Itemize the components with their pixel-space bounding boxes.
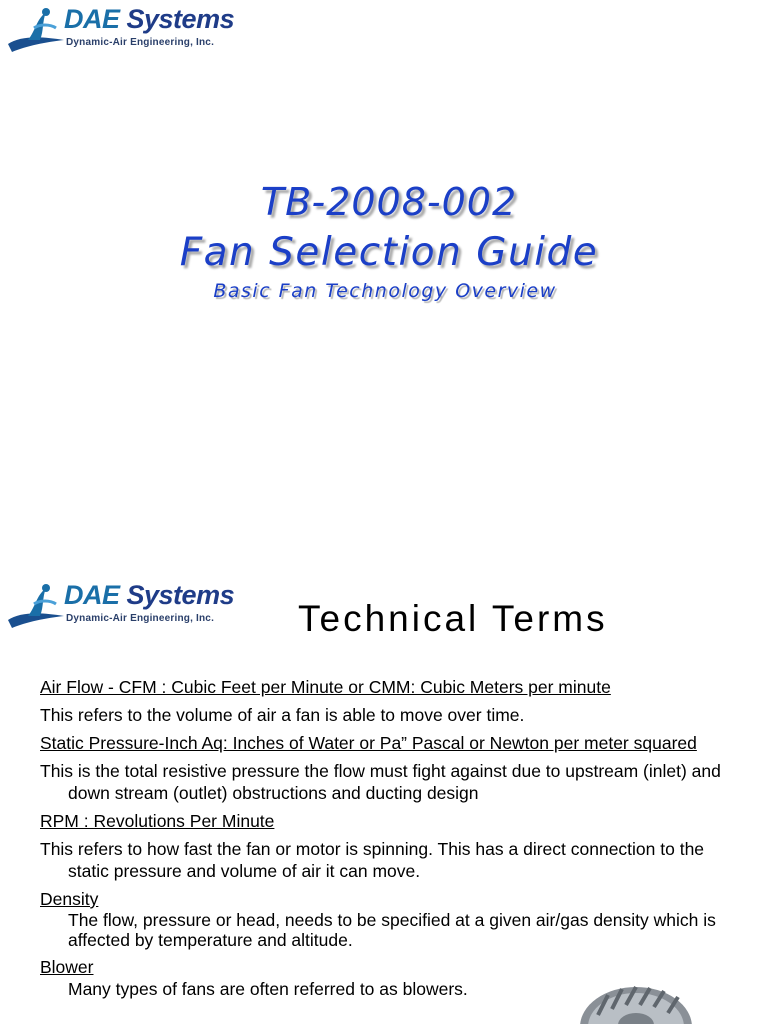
document-number: TB-2008-002 [260, 180, 518, 224]
logo-tagline: Dynamic-Air Engineering, Inc. [66, 37, 215, 48]
document-title: Fan Selection Guide [179, 230, 599, 275]
term-heading: Density [40, 889, 99, 909]
terms-list [40, 676, 740, 1000]
term-body: This is the total resistive pressure the flow must fight against due to upstream (inlet) and down stream (outlet) obstructions and ducting design [40, 761, 721, 803]
logo-wordmark: DAE Systems [64, 4, 235, 34]
blower-impeller-image [578, 985, 698, 1024]
section-title: Technical Terms [298, 598, 608, 639]
term-body: The flow, pressure or head, needs to be specified at a given air/gas density which is affected by temperature and altitude. [68, 910, 716, 950]
fan-swoosh-logo-icon [6, 582, 66, 628]
term-body: This refers to the volume of air a fan is able to move over time. [40, 705, 525, 725]
term-heading: Blower [40, 957, 94, 977]
document-subtitle: Basic Fan Technology Overview [213, 280, 557, 302]
company-logo-slide2 [6, 580, 235, 632]
term-heading: Static Pressure-Inch Aq: Inches of Water or Pa” Pascal or Newton per meter squared [40, 733, 697, 753]
logo-tagline: Dynamic-Air Engineering, Inc. [66, 613, 215, 624]
term-heading: Air Flow - CFM : Cubic Feet per Minute or CMM: Cubic Meters per minute [40, 677, 611, 697]
logo-wordmark: DAE Systems [64, 580, 235, 610]
company-logo [6, 4, 235, 56]
fan-swoosh-logo-icon [6, 6, 66, 52]
term-body: This refers to how fast the fan or motor is spinning. This has a direct connection to the static pressure and volume of air it can move. [40, 839, 705, 881]
term-heading: RPM : Revolutions Per Minute [40, 811, 275, 831]
term-body: Many types of fans are often referred to as blowers. [68, 979, 468, 999]
